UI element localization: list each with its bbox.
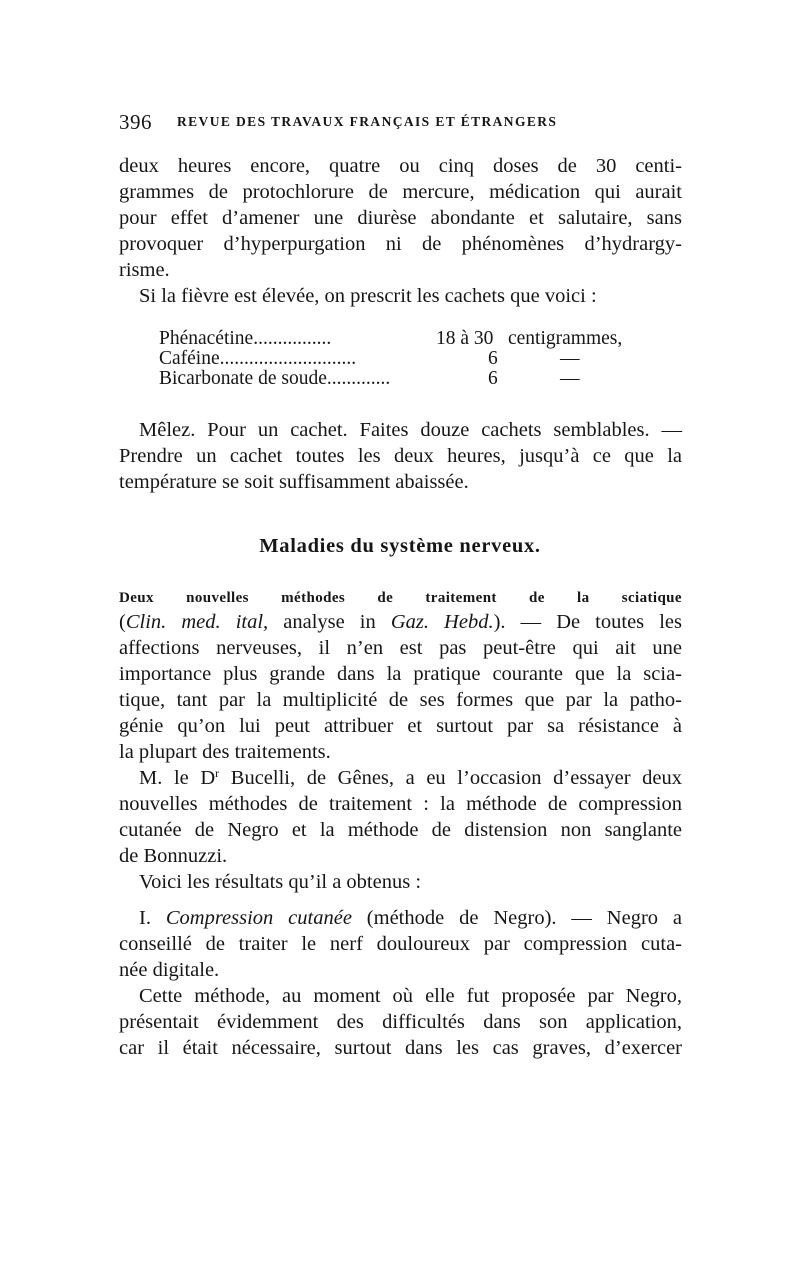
text-segment: (méthode de Negro). — Negro a: [351, 907, 683, 929]
text-line: Si la fièvre est élevée, on prescrit les cachets que voici :: [139, 285, 597, 307]
text-line: Cette méthode, au moment où elle fut proposée par Negro,: [139, 985, 682, 1007]
section-heading: Maladies du système nerveux.: [259, 535, 541, 557]
running-title: REVUE DES TRAVAUX FRANÇAIS ET ÉTRANGERS: [177, 114, 558, 129]
text-line: provoquer d’hyperpurgation ni de phénomènes d’hydrargy-: [119, 233, 682, 255]
ingredient-dose: 6: [488, 348, 498, 369]
text-segment: M. le D: [139, 767, 216, 789]
ingredient-name: Phénacétine: [159, 328, 254, 349]
ingredient-unit: centigrammes,: [508, 328, 623, 349]
text-line: grammes de protochlorure de mercure, médication qui aurait: [119, 181, 682, 203]
text-line: risme.: [119, 259, 170, 281]
ingredient-unit: —: [560, 348, 580, 369]
prescription-item: [159, 328, 331, 350]
article-source-line: [119, 609, 682, 635]
text-line: pour effet d’amener une diurèse abondante et salutaire, sans: [119, 207, 682, 229]
ingredient-dose: 18 à 30: [436, 328, 494, 349]
ingredient-name: Caféine: [159, 348, 220, 369]
text-line: la plupart des traitements.: [119, 741, 331, 763]
leader-dots: ................: [253, 328, 332, 349]
source-close: ). — De toutes les: [493, 611, 682, 633]
subsection-numeral: I.: [139, 907, 166, 929]
source-journal-2: Gaz. Hebd.: [390, 611, 494, 633]
page-number: 396: [119, 110, 152, 134]
text-line: de Bonnuzzi.: [119, 845, 228, 867]
text-line: née digitale.: [119, 959, 220, 981]
text-line: importance plus grande dans la pratique courante que la scia-: [119, 663, 682, 685]
prescription-item: [159, 348, 356, 370]
text-line: affections nerveuses, il n’en est pas peut-être qui ait une: [119, 637, 682, 659]
prescription-item: [159, 368, 390, 390]
text-line: conseillé de traiter le nerf douloureux par compression cuta-: [119, 933, 682, 955]
ingredient-dose: 6: [488, 368, 498, 389]
text-line: Voici les résultats qu’il a obtenus :: [139, 871, 422, 893]
subsection-title: Compression cutanée: [165, 907, 352, 929]
leader-dots: .............: [326, 368, 391, 389]
article-title-text: Deux nouvelles méthodes de traitement de la sciatique: [119, 590, 682, 606]
text-line: deux heures encore, quatre ou cinq doses de 30 centi-: [119, 155, 682, 177]
source-connector: analyse in: [268, 611, 391, 633]
ingredient-name: Bicarbonate de soude: [159, 368, 327, 389]
paren-open: (: [119, 611, 126, 633]
text-line: nouvelles méthodes de traitement : la méthode de compression: [119, 793, 682, 815]
source-journal: Clin. med. ital,: [125, 611, 269, 633]
text-segment: Bucelli, de Gênes, a eu l’occasion d’essayer deux: [219, 767, 683, 789]
text-line: [139, 765, 682, 791]
superscript: r: [215, 766, 220, 780]
subsection-line: [139, 905, 682, 931]
ingredient-unit: —: [560, 368, 580, 389]
running-header: [119, 110, 682, 140]
text-line: présentait évidemment des difficultés dans son application,: [119, 1011, 682, 1033]
text-line: température se soit suffisamment abaissée.: [119, 471, 469, 493]
leader-dots: ............................: [219, 348, 357, 369]
text-line: cutanée de Negro et la méthode de distension non sanglante: [119, 819, 682, 841]
text-line: tique, tant par la multiplicité de ses formes que par la patho-: [119, 689, 682, 711]
text-line: car il était nécessaire, surtout dans les cas graves, d’exercer: [119, 1037, 682, 1059]
article-title: [119, 583, 682, 611]
text-line: génie qu’on lui peut attribuer et surtout par sa résistance à: [119, 715, 682, 737]
text-line: Prendre un cachet toutes les deux heures, jusqu’à ce que la: [119, 445, 682, 467]
text-line: Mêlez. Pour un cachet. Faites douze cachets semblables. —: [139, 419, 682, 441]
